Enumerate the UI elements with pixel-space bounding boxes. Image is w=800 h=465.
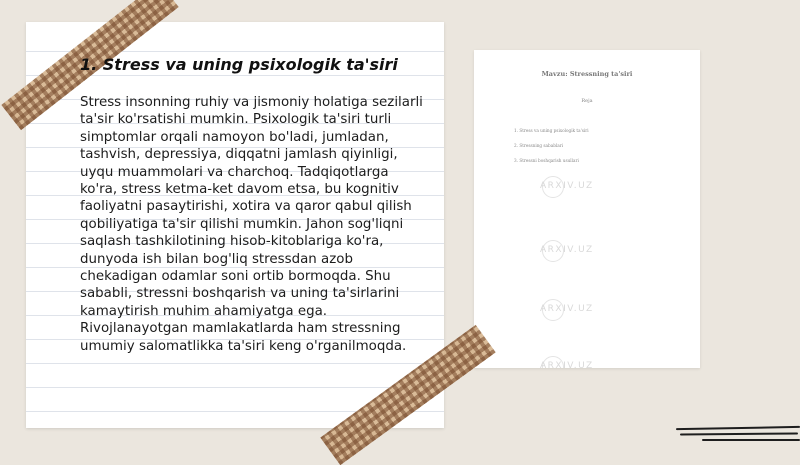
outline-item: 2. Stressning sabablari: [514, 143, 564, 148]
decorative-stroke: [680, 432, 798, 435]
decorative-stroke: [702, 439, 800, 441]
decorative-stroke: [676, 426, 800, 430]
watermark-text: ARXIV.UZ: [540, 304, 594, 314]
slide-title: 1. Stress va uning psixologik ta'siri: [80, 55, 398, 74]
outline-item: 1. Stress va uning psixologik ta'siri: [514, 128, 589, 133]
slide-body-text: Stress insonning ruhiy va jismoniy holatiga sezilarli ta'sir ko'rsatishi mumkin. Psixologik ta'siri turli simptomlar orqali namoyon bo'ladi, jumladan, tashvish, depressiya, diqqatni jamlash qiyinligi, uyqu muammolari va charchoq. Tadqiqotlarga ko'ra, stress ketma-ket davom etsa, bu kognitiv faoliyatni pasaytirishi, xotira va qaror qabul qilish qobiliyatiga ta'sir qilishi mumkin. Jahon sog'liqni saqlash tashkilotining hisob-kitoblariga ko'ra, dunyoda ish bilan bog'liq stressdan azob chekadigan odamlar soni ortib bormoqda. Shu sababli, stressni boshqarish va uning ta'sirlarini kamaytirish muhim ahamiyatga ega. Rivojlanayotgan mamlakatlarda ham stressning umumiy salomatlikka ta'siri keng o'rganilmoqda.: [80, 95, 423, 354]
document-subheading: Reja: [581, 98, 593, 104]
watermark-text: ARXIV.UZ: [540, 181, 594, 191]
watermark-text: ARXIV.UZ: [540, 245, 594, 255]
document-heading: Mavzu: Stressning ta'siri: [541, 70, 633, 78]
watermark-text: ARXIV.UZ: [540, 361, 594, 368]
document-outline: [514, 128, 589, 173]
outline-item: 3. Stressni boshqarish usullari: [514, 158, 579, 163]
document-preview[interactable]: [474, 50, 700, 368]
